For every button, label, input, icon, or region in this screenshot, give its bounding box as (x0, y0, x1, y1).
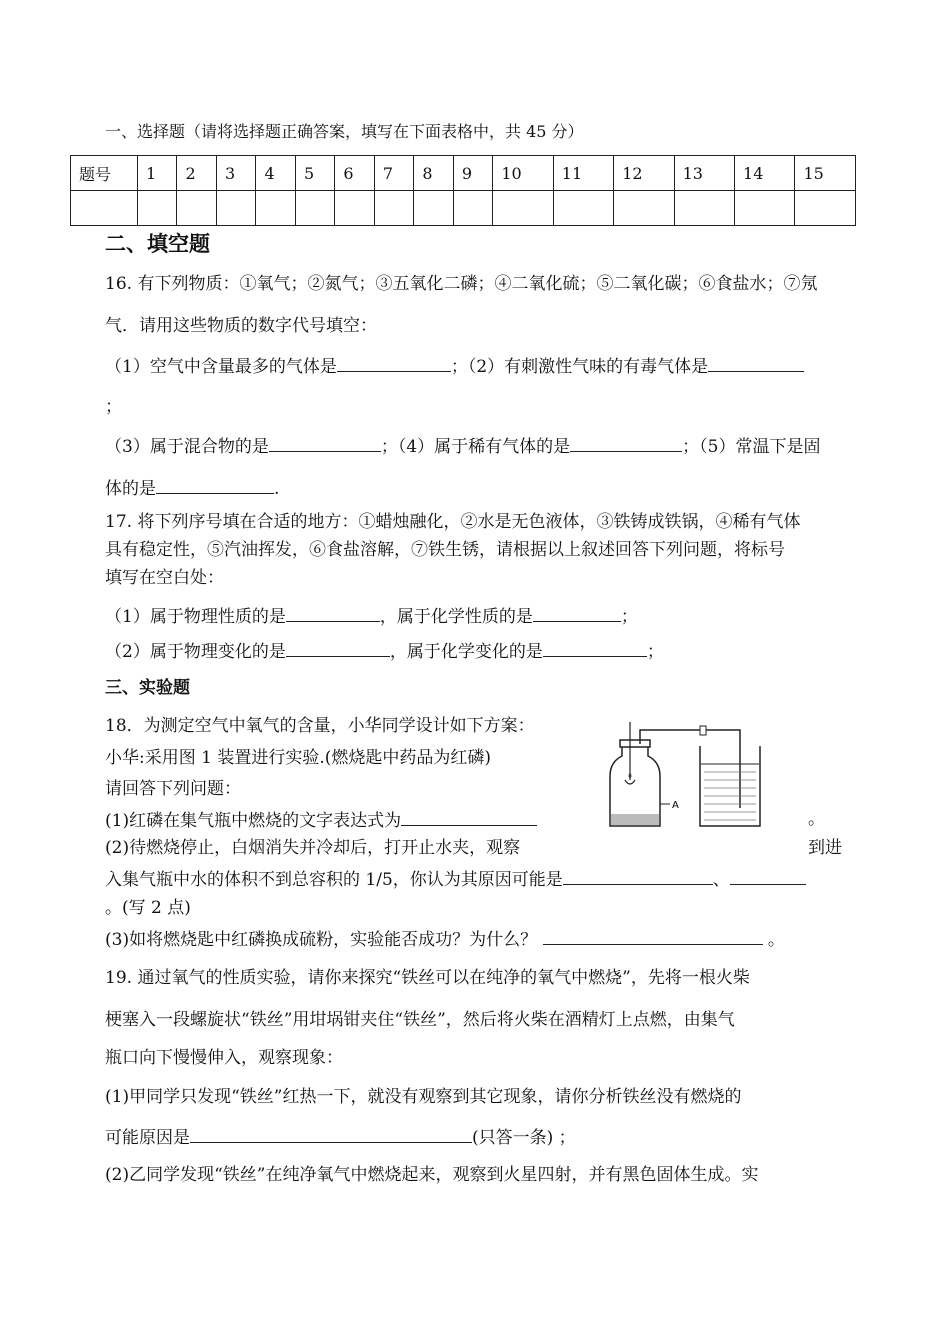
q16-p5-text: ；（5）常温下是固 (682, 437, 821, 457)
section1-heading: 一、选择题（请将选择题正确答案，填写在下面表格中，共 45 分） (105, 122, 584, 141)
table-number-cell: 6 (335, 156, 374, 191)
q16-p2-text: ；（2）有刺激性气味的有毒气体是 (450, 357, 709, 377)
q16-blank-3[interactable] (269, 433, 381, 452)
answer-table-answer-row (71, 191, 856, 226)
table-header-label: 题号 (71, 156, 138, 191)
q19-p1b-text: 可能原因是 (105, 1128, 190, 1148)
answer-table (70, 155, 856, 226)
q19-p1c-text: (只答一条) ； (472, 1128, 576, 1148)
q17-line3: 填写在空白处： (105, 568, 224, 588)
table-number-cell: 10 (493, 156, 553, 191)
q18-p3-text: (3)如将燃烧匙中红磷换成硫粉，实验能否成功？为什么？ (105, 930, 538, 950)
q18-p1-end: 。 (808, 809, 825, 829)
q18-blank-3[interactable] (730, 866, 806, 885)
q16-blank-1[interactable] (337, 353, 451, 372)
q16-blank-5[interactable] (156, 475, 274, 494)
q18-line3: 请回答下列问题： (105, 779, 241, 799)
q16-parts-1-2 (105, 353, 850, 379)
label-a: A (672, 800, 679, 811)
apparatus-figure (600, 718, 810, 830)
q19-line3: 瓶口向下慢慢伸入，观察现象： (105, 1048, 343, 1068)
flame-icon (629, 772, 632, 779)
table-number-cell: 4 (256, 156, 295, 191)
q16-p5b-text: 体的是 (105, 479, 156, 499)
q17-line1: 17. 将下列序号填在合适的地方：①蜡烛融化，②水是无色液体，③铁铸成铁锅，④稀有气体 (105, 512, 801, 532)
q18-part-3 (105, 926, 850, 952)
q17-p2a-text: （2）属于物理变化的是 (105, 642, 286, 662)
q16-line2: 气．请用这些物质的数字代号填空： (105, 316, 377, 336)
q17-blank-4[interactable] (543, 638, 647, 657)
table-number-cell: 1 (138, 156, 177, 191)
q19-part-1-answer (105, 1124, 850, 1150)
table-number-cell: 7 (374, 156, 413, 191)
answer-cell[interactable] (735, 191, 795, 226)
q18-blank-1[interactable] (401, 807, 537, 826)
beaker (700, 746, 760, 826)
q16-semicolon: ； (105, 397, 122, 417)
q16-p4-text: ；（4）属于稀有气体的是 (380, 437, 571, 457)
section2-title: 二、填空题 (105, 232, 210, 256)
q18-line1: 18．为测定空气中氧气的含量，小华同学设计如下方案： (105, 716, 535, 736)
answer-cell[interactable] (335, 191, 374, 226)
q19-line2: 梗塞入一段螺旋状“铁丝”用坩埚钳夹住“铁丝”，然后将火柴在酒精灯上点燃，由集气 (105, 1010, 735, 1030)
water-clamp (700, 726, 706, 735)
table-number-cell: 13 (674, 156, 734, 191)
q16-part-5-end (105, 475, 850, 501)
q17-semicolon-2: ； (646, 642, 664, 662)
q17-part-1 (105, 603, 850, 629)
bottle-water (611, 814, 659, 825)
bottle-stopper (620, 740, 650, 747)
answer-cell[interactable] (614, 191, 674, 226)
answer-cell[interactable] (216, 191, 255, 226)
q18-part-2-reasons (105, 866, 850, 892)
q16-parts-3-5 (105, 433, 850, 459)
table-number-cell: 3 (216, 156, 255, 191)
q18-p2a: (2)待燃烧停止，白烟消失并冷却后，打开止水夹，观察 (105, 838, 521, 858)
q16-period: . (274, 479, 280, 499)
answer-cell[interactable] (795, 191, 856, 226)
section3-title: 三、实验题 (105, 678, 190, 698)
q19-p1a: (1)甲同学只发现“铁丝”红热一下，就没有观察到其它现象，请你分析铁丝没有燃烧的 (105, 1087, 742, 1107)
q18-p2d: 。(写 2 点) (105, 898, 191, 918)
q17-blank-3[interactable] (286, 638, 390, 657)
q18-p1-text: (1)红磷在集气瓶中燃烧的文字表达式为 (105, 811, 402, 831)
q18-line2: 小华:采用图 1 装置进行实验.(燃烧匙中药品为红磷) (105, 748, 492, 768)
answer-cell[interactable] (453, 191, 492, 226)
q19-line1: 19. 通过氧气的性质实验，请你来探究“铁丝可以在纯净的氧气中燃烧”，先将一根火柴 (105, 968, 750, 988)
q18-dunhao: 、 (712, 870, 730, 890)
beaker-water-lines (704, 772, 756, 820)
q17-p1a-text: （1）属于物理性质的是 (105, 607, 286, 627)
answer-cell[interactable] (256, 191, 295, 226)
q18-p2c-text: 入集气瓶中水的体积不到总容积的 1/5，你认为其原因可能是 (105, 870, 563, 890)
q18-blank-2[interactable] (563, 866, 713, 885)
answer-cell[interactable] (414, 191, 453, 226)
answer-cell[interactable] (177, 191, 216, 226)
table-number-cell: 2 (177, 156, 216, 191)
q16-blank-2[interactable] (708, 353, 804, 372)
q17-blank-1[interactable] (286, 603, 380, 622)
q17-blank-2[interactable] (533, 603, 621, 622)
q16-p3-text: （3）属于混合物的是 (105, 437, 269, 457)
answer-cell[interactable] (374, 191, 413, 226)
table-number-cell: 14 (735, 156, 795, 191)
q17-p1b-text: ，属于化学性质的是 (379, 607, 533, 627)
table-number-cell: 12 (614, 156, 674, 191)
q19-p2: (2)乙同学发现“铁丝”在纯净氧气中燃烧起来，观察到火星四射，并有黑色固体生成。实 (105, 1165, 759, 1185)
q16-p1-text: （1）空气中含量最多的气体是 (105, 357, 337, 377)
answer-cell[interactable] (295, 191, 334, 226)
answer-cell[interactable] (138, 191, 177, 226)
q17-line2: 具有稳定性，⑤汽油挥发，⑥食盐溶解，⑦铁生锈，请根据以上叙述回答下列问题，将标号 (105, 540, 785, 560)
q17-semicolon-1: ； (620, 607, 638, 627)
answer-cell[interactable] (493, 191, 553, 226)
table-number-cell: 11 (553, 156, 613, 191)
q18-p2b: 到进 (808, 838, 842, 858)
answer-table-header-row (71, 156, 856, 191)
q16-blank-4[interactable] (570, 433, 682, 452)
answer-cell[interactable] (71, 191, 138, 226)
q17-part-2 (105, 638, 850, 664)
table-number-cell: 9 (453, 156, 492, 191)
table-number-cell: 15 (795, 156, 856, 191)
q19-blank-1[interactable] (190, 1124, 472, 1143)
answer-cell[interactable] (553, 191, 613, 226)
table-number-cell: 8 (414, 156, 453, 191)
q16-line1: 16. 有下列物质：①氧气；②氮气；③五氧化二磷；④二氧化硫；⑤二氧化碳；⑥食盐水；⑦氖 (105, 274, 818, 294)
q18-p3-end: 。 (767, 930, 785, 950)
combustion-spoon (625, 780, 635, 784)
q18-blank-4[interactable] (543, 926, 763, 945)
q17-p2b-text: ，属于化学变化的是 (389, 642, 543, 662)
table-number-cell: 5 (295, 156, 334, 191)
answer-cell[interactable] (674, 191, 734, 226)
